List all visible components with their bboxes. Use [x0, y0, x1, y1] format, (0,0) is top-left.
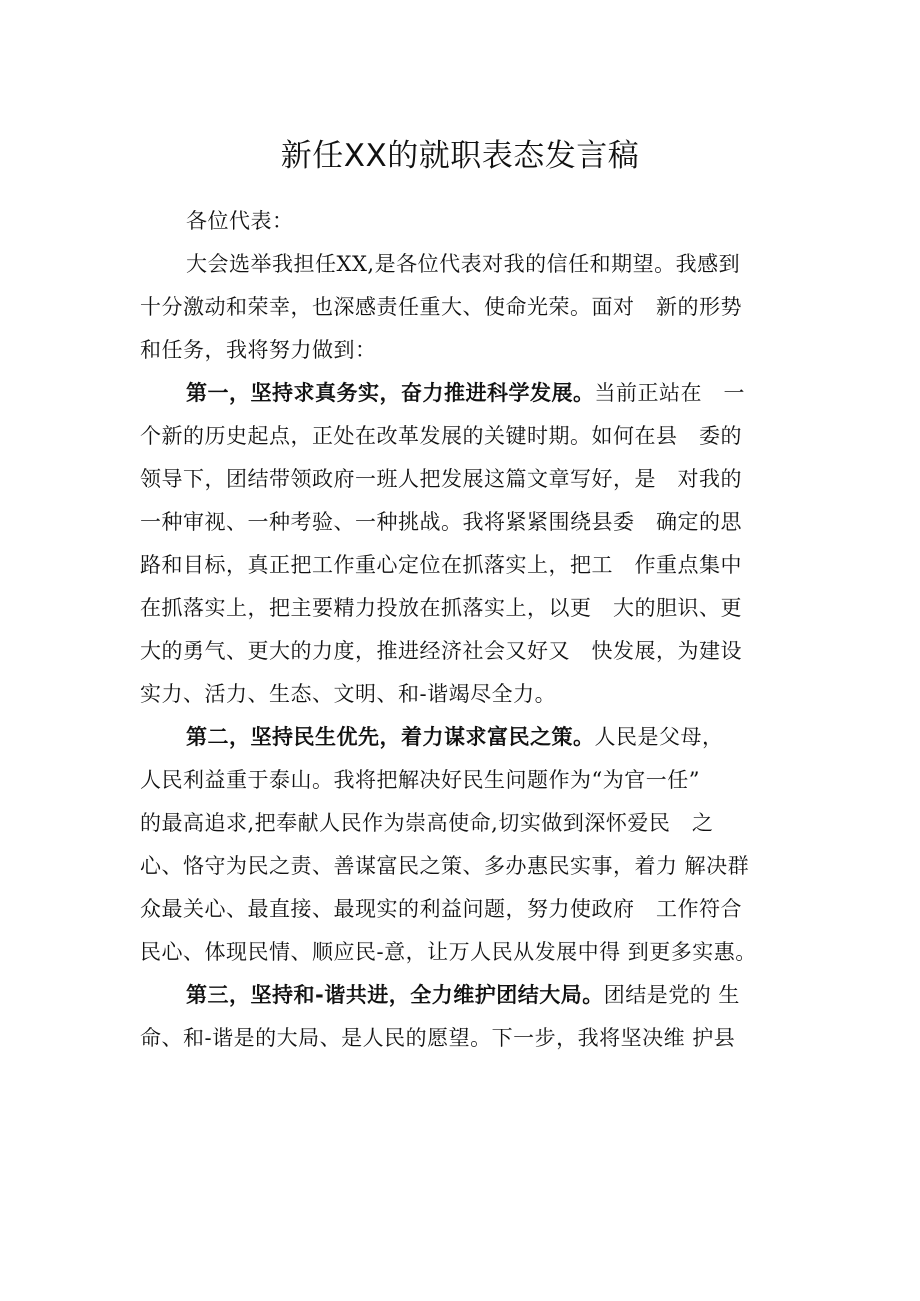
paragraph-line: 心、恪守为民之责、善谋富民之策、多办惠民实事，着力 解决群 [140, 854, 750, 878]
paragraph-line: 人民利益重于泰山。我将把解决好民生问题作为“为官一任” [140, 768, 700, 792]
paragraph-line: 命、和-谐是的大局、是人民的愿望。下一步，我将坚决维 护县 [140, 1026, 736, 1050]
point2-text: 人民是父母， [594, 725, 724, 749]
intro-line: 大会选举我担任XX,是各位代表对我的信任和期望。我感到 [186, 252, 741, 276]
paragraph-line: 大的勇气、更大的力度，推进经济社会又好又 快发展，为建设 [140, 639, 742, 663]
point2-heading: 第二，坚持民生优先，着力谋求富民之策。 [186, 725, 595, 749]
point3-text: 团结是党的 生 [603, 983, 740, 1007]
paragraph-line: 民心、体现民情、顺应民-意，让万人民从发展中得 到更多实惠。 [140, 940, 757, 964]
point2-first-line [140, 716, 783, 759]
point3-first-line [140, 974, 783, 1017]
paragraph-line: 实力、活力、生态、文明、和-谐竭尽全力。 [140, 682, 557, 706]
point1-heading: 第一，坚持求真务实，奋力推进科学发展。 [186, 381, 595, 405]
paragraph-line: 的最高追求,把奉献人民作为崇高使命,切实做到深怀爱民 之 [140, 811, 714, 835]
paragraph-line: 路和目标，真正把工作重心定位在抓落实上，把工 作重点集中 [140, 553, 742, 577]
salutation-line [140, 200, 783, 243]
paragraph-line: 个新的历史起点，正处在改革发展的关键时期。如何在县 委的 [140, 424, 742, 448]
document-title: 新任XX的就职表态发言稿 [280, 138, 640, 174]
paragraph-line: 众最关心、最直接、最现实的利益问题，努力使政府 工作符合 [140, 897, 742, 921]
document-body [140, 200, 783, 1060]
intro-line: 十分激动和荣幸，也深感责任重大、使命光荣。面对 新的形势 [140, 295, 742, 319]
paragraph-line: 领导下，团结带领政府一班人把发展这篇文章写好，是 对我的 [140, 467, 742, 491]
point1-text: 当前正站在 一 [594, 381, 745, 405]
paragraph-line: 一种审视、一种考验、一种挑战。我将紧紧围绕县委 确定的思 [140, 510, 742, 534]
intro-line: 和任务，我将努力做到： [140, 338, 377, 362]
point3-heading: 第三，坚持和-谐共进，全力维护团结大局。 [186, 983, 604, 1007]
salutation: 各位代表： [186, 209, 294, 233]
point1-first-line [140, 372, 783, 415]
paragraph-line: 在抓落实上，把主要精力投放在抓落实上，以更 大的胆识、更 [140, 596, 742, 620]
